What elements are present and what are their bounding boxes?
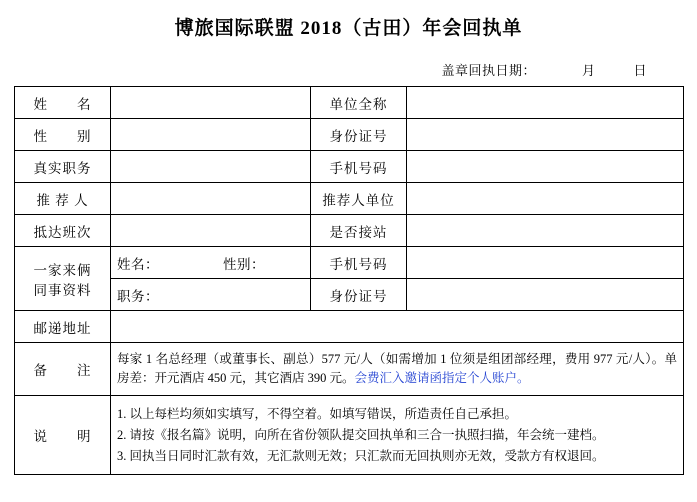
companion-label-line2: 同事资料 (33, 282, 92, 298)
field-label-mailing-address: 邮递地址 (15, 311, 111, 343)
table-row (15, 311, 684, 343)
field-label-companion-block (15, 247, 111, 311)
field-value-mobile[interactable] (407, 151, 684, 183)
field-value-mailing-address[interactable] (111, 311, 684, 343)
registration-form-table (14, 86, 684, 475)
field-value-referrer[interactable] (111, 183, 311, 215)
field-label-position: 真实职务 (15, 151, 111, 183)
field-value-arrival[interactable] (111, 215, 311, 247)
companion-position-cell[interactable] (111, 279, 311, 311)
field-value-company[interactable] (407, 87, 684, 119)
stamp-day-label: 日 (633, 63, 647, 78)
field-label-referrer: 推 荐 人 (15, 183, 111, 215)
instructions-cell (111, 396, 684, 475)
field-label-remark: 备 注 (15, 343, 111, 396)
field-value-name[interactable] (111, 87, 311, 119)
remark-text-cell (111, 343, 684, 396)
field-label-companion-mobile: 手机号码 (311, 247, 407, 279)
field-value-position[interactable] (111, 151, 311, 183)
instruction-item: 2. 请按《报名篇》说明，向所在省份领队提交回执单和三合一执照扫描，年会统一建档。 (117, 428, 605, 442)
document-page (0, 13, 697, 502)
field-label-gender: 性 别 (15, 119, 111, 151)
stamp-month-label: 月 (581, 63, 596, 78)
remark-highlight: 会费汇入邀请函指定个人账户。 (354, 371, 530, 385)
table-row (15, 151, 684, 183)
field-value-gender[interactable] (111, 119, 311, 151)
field-label-instructions: 说 明 (15, 396, 111, 475)
field-label-name: 姓 名 (15, 87, 111, 119)
table-row (15, 343, 684, 396)
page-title: 博旅国际联盟 2018（古田）年会回执单 (174, 18, 523, 39)
instruction-item: 3. 回执当日同时汇款有效，无汇款则无效；只汇款而无回执则亦无效，受款方有权退回。 (117, 449, 605, 463)
companion-gender-label: 性别： (223, 256, 265, 272)
field-label-id-number: 身份证号 (311, 119, 407, 151)
field-label-company: 单位全称 (311, 87, 407, 119)
field-value-pickup[interactable] (407, 215, 684, 247)
table-row (15, 279, 684, 311)
field-label-mobile: 手机号码 (311, 151, 407, 183)
table-row (15, 396, 684, 475)
stamp-date-label: 盖章回执日期： (441, 63, 536, 78)
field-value-referrer-company[interactable] (407, 183, 684, 215)
companion-name-label: 姓名： (117, 256, 159, 272)
companion-position-label: 职务： (117, 288, 159, 304)
field-label-companion-id: 身份证号 (311, 279, 407, 311)
instruction-item: 1. 以上每栏均须如实填写，不得空着。如填写错误，所造责任自己承担。 (117, 407, 518, 421)
field-value-companion-mobile[interactable] (407, 247, 684, 279)
field-value-companion-id[interactable] (407, 279, 684, 311)
field-label-referrer-company: 推荐人单位 (311, 183, 407, 215)
table-row (15, 119, 684, 151)
remark-text: 每家 1 名总经理（或董事长、副总）577 元/人（如需增加 1 位须是组团部经理，费用 977 元/人）。单房差：开元酒店 450 元，其它酒店 390 元。 (117, 351, 677, 385)
companion-name-gender-cell[interactable] (111, 247, 311, 279)
table-row (15, 87, 684, 119)
field-label-arrival: 抵达班次 (15, 215, 111, 247)
table-row (15, 183, 684, 215)
table-row (15, 215, 684, 247)
table-row (15, 247, 684, 279)
stamp-date-line (14, 60, 683, 79)
field-value-id-number[interactable] (407, 119, 684, 151)
field-label-pickup: 是否接站 (311, 215, 407, 247)
companion-label-line1: 一家来俩 (33, 262, 92, 278)
